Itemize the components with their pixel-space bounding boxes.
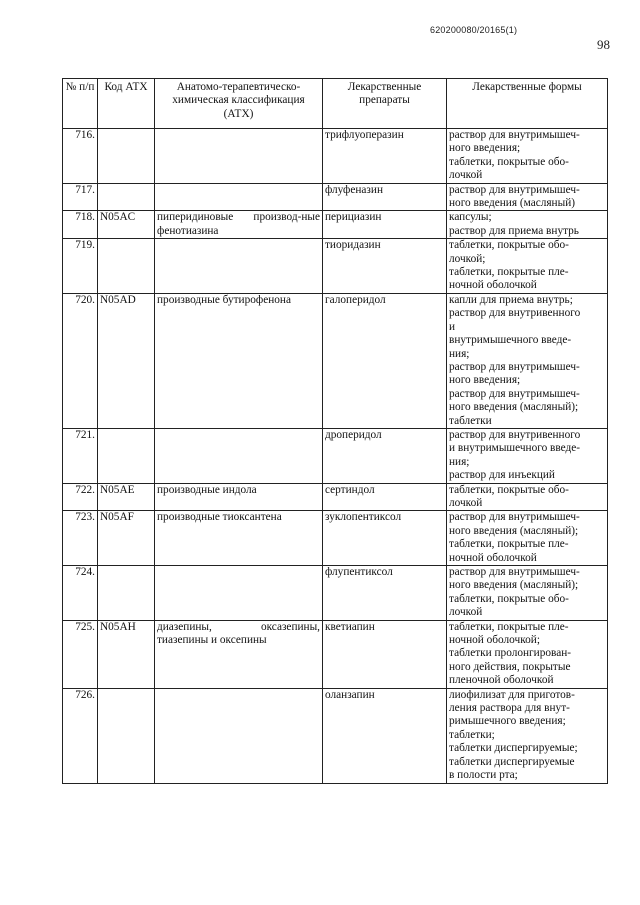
dosage-form-line: таблетки, покрытые обо- xyxy=(449,155,569,168)
classification xyxy=(155,688,323,783)
dosage-form-line: ночной оболочкой xyxy=(449,279,537,292)
dosage-form-line: ного введения; xyxy=(449,374,521,387)
classification xyxy=(155,239,323,294)
dosage-form-line: капсулы; xyxy=(449,211,492,224)
dosage-form-line: ного действия, покрытые xyxy=(449,660,571,673)
dosage-form-line: таблетки; xyxy=(449,728,495,741)
dosage-form-line: лочкой xyxy=(449,606,483,619)
atc-code xyxy=(98,183,155,211)
dosage-form-line: таблетки xyxy=(449,414,492,427)
column-header-number: № п/п xyxy=(63,79,98,129)
row-number: 716. xyxy=(63,129,98,184)
atc-code xyxy=(98,428,155,483)
dosage-form-line: таблетки, покрытые пле- xyxy=(449,620,569,633)
drug-name: сертиндол xyxy=(323,483,447,511)
dosage-form-line: римышечного введения; xyxy=(449,715,566,728)
dosage-form-line: раствор для внутримышеч- xyxy=(449,511,580,524)
row-number: 721. xyxy=(63,428,98,483)
column-header-atc-code: Код АТХ xyxy=(98,79,155,129)
drug-name: флуфеназин xyxy=(323,183,447,211)
dosage-form-line: капли для приема внутрь; xyxy=(449,293,573,306)
dosage-forms xyxy=(447,183,608,211)
table-row xyxy=(63,211,608,239)
dosage-form-line: ного введения (масляный); xyxy=(449,401,579,414)
atc-code xyxy=(98,129,155,184)
column-header-dosage-forms: Лекарственные формы xyxy=(447,79,608,129)
drug-name: зуклопентиксол xyxy=(323,511,447,566)
dosage-form-line: раствор для внутривенного xyxy=(449,428,581,441)
dosage-forms xyxy=(447,239,608,294)
drug-name: перициазин xyxy=(323,211,447,239)
page-number: 98 xyxy=(597,37,610,52)
dosage-forms xyxy=(447,129,608,184)
table-row xyxy=(63,511,608,566)
table-row xyxy=(63,239,608,294)
table-row xyxy=(63,566,608,621)
atc-code: N05AE xyxy=(98,483,155,511)
dosage-form-line: внутримышечного введе- xyxy=(449,334,572,347)
dosage-form-line: ного введения (масляный); xyxy=(449,579,579,592)
dosage-forms xyxy=(447,511,608,566)
dosage-form-line: и xyxy=(449,320,456,333)
atc-code: N05AH xyxy=(98,620,155,688)
classification xyxy=(155,428,323,483)
table-row xyxy=(63,183,608,211)
dosage-form-line: пленочной оболочкой xyxy=(449,674,554,687)
dosage-form-line: в полости рта; xyxy=(449,769,518,782)
drug-name: тиоридазин xyxy=(323,239,447,294)
atc-code: N05AF xyxy=(98,511,155,566)
dosage-form-line: ночной оболочкой xyxy=(449,551,537,564)
row-number: 717. xyxy=(63,183,98,211)
dosage-form-line: ного введения (масляный); xyxy=(449,524,579,537)
dosage-form-line: раствор для внутривенного xyxy=(449,307,581,320)
classification: производные бутирофенона xyxy=(155,293,323,428)
dosage-form-line: раствор для внутримышеч- xyxy=(449,129,580,141)
row-number: 726. xyxy=(63,688,98,783)
dosage-form-line: таблетки диспергируемые xyxy=(449,755,575,768)
table-row xyxy=(63,129,608,184)
dosage-form-line: раствор для внутримышеч- xyxy=(449,360,580,373)
classification xyxy=(155,183,323,211)
dosage-forms xyxy=(447,620,608,688)
classification: производные индола xyxy=(155,483,323,511)
dosage-form-line: раствор для приема внутрь xyxy=(449,224,579,237)
dosage-form-line: лиофилизат для приготов- xyxy=(449,688,575,701)
dosage-form-line: таблетки, покрытые обо- xyxy=(449,592,569,605)
dosage-forms xyxy=(447,566,608,621)
dosage-form-line: таблетки пролонгирован- xyxy=(449,647,572,660)
dosage-form-line: ного введения (масляный) xyxy=(449,197,575,210)
table-row xyxy=(63,620,608,688)
classification: пиперидиновые производ-ные фенотиазина xyxy=(155,211,323,239)
drug-name: кветиапин xyxy=(323,620,447,688)
dosage-form-line: ния; xyxy=(449,347,470,360)
row-number: 720. xyxy=(63,293,98,428)
drug-name: трифлуоперазин xyxy=(323,129,447,184)
row-number: 725. xyxy=(63,620,98,688)
row-number: 718. xyxy=(63,211,98,239)
atc-code: N05AD xyxy=(98,293,155,428)
dosage-form-line: раствор для внутримышеч- xyxy=(449,387,580,400)
classification xyxy=(155,566,323,621)
table-row xyxy=(63,293,608,428)
dosage-form-line: таблетки, покрытые обо- xyxy=(449,239,569,252)
dosage-form-line: раствор для инъекций xyxy=(449,469,555,482)
dosage-form-line: таблетки диспергируемые; xyxy=(449,742,578,755)
table-row xyxy=(63,688,608,783)
column-header-classification: Анатомо-терапевтическо-химическая классификация (АТХ) xyxy=(155,79,323,129)
atc-code xyxy=(98,566,155,621)
dosage-form-line: лочкой; xyxy=(449,252,486,265)
dosage-forms xyxy=(447,293,608,428)
row-number: 722. xyxy=(63,483,98,511)
row-number: 719. xyxy=(63,239,98,294)
column-header-drugs: Лекарственные препараты xyxy=(323,79,447,129)
dosage-forms xyxy=(447,428,608,483)
table-row xyxy=(63,428,608,483)
dosage-forms xyxy=(447,483,608,511)
drug-classification-table xyxy=(62,78,608,784)
classification: диазепины, оксазепины, тиазепины и оксепины xyxy=(155,620,323,688)
dosage-form-line: лочкой xyxy=(449,496,483,509)
dosage-form-line: и внутримышечного введе- xyxy=(449,442,581,455)
dosage-form-line: таблетки, покрытые обо- xyxy=(449,483,569,496)
dosage-forms xyxy=(447,211,608,239)
dosage-form-line: ночной оболочкой; xyxy=(449,634,540,647)
table-body xyxy=(63,129,608,784)
dosage-form-line: лочкой xyxy=(449,169,483,182)
dosage-form-line: таблетки, покрытые пле- xyxy=(449,538,569,551)
dosage-forms xyxy=(447,688,608,783)
classification: производные тиоксантена xyxy=(155,511,323,566)
atc-code xyxy=(98,688,155,783)
dosage-form-line: ного введения; xyxy=(449,142,521,155)
atc-code xyxy=(98,239,155,294)
dosage-form-line: раствор для внутримышеч- xyxy=(449,566,580,578)
table-header-row xyxy=(63,79,608,129)
atc-code: N05AC xyxy=(98,211,155,239)
document-id: 620200080/20165(1) xyxy=(430,25,518,35)
drug-name: оланзапин xyxy=(323,688,447,783)
dosage-form-line: ния; xyxy=(449,455,470,468)
row-number: 724. xyxy=(63,566,98,621)
drug-name: дроперидол xyxy=(323,428,447,483)
dosage-form-line: раствор для внутримышеч- xyxy=(449,183,580,196)
classification xyxy=(155,129,323,184)
table-row xyxy=(63,483,608,511)
row-number: 723. xyxy=(63,511,98,566)
drug-name: галоперидол xyxy=(323,293,447,428)
drug-name: флупентиксол xyxy=(323,566,447,621)
dosage-form-line: ления раствора для внут- xyxy=(449,702,570,715)
dosage-form-line: таблетки, покрытые пле- xyxy=(449,266,569,279)
